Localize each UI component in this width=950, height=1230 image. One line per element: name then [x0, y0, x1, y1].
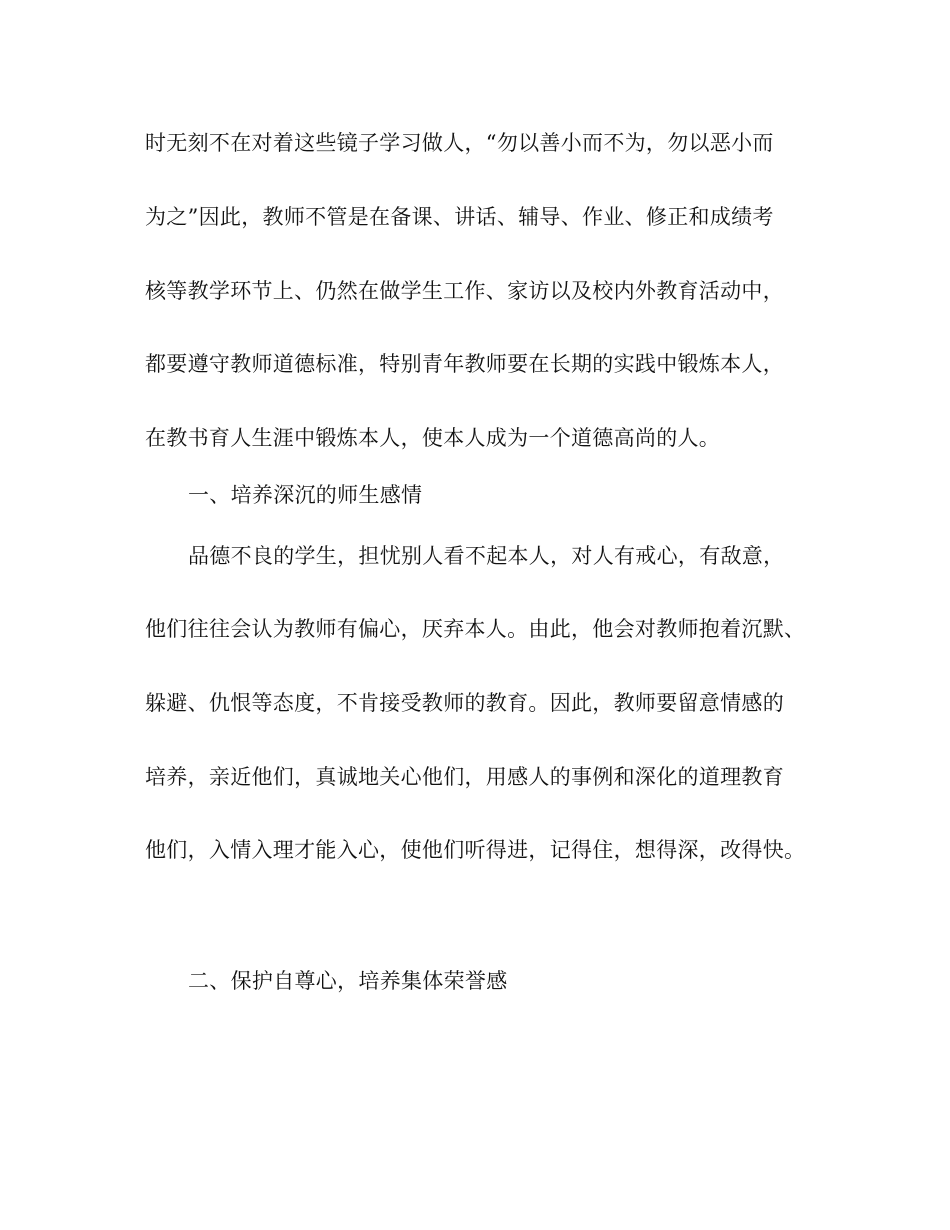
paragraph-line: 在教书育人生涯中锻炼本人，使本人成为一个道德高尚的人。 [145, 426, 721, 450]
paragraph-line: 培养，亲近他们，真诚地关心他们，用感人的事例和深化的道理教育 [145, 765, 784, 789]
paragraph-line: 为之”因此，教师不管是在备课、讲话、辅导、作业、修正和成绩考 [145, 205, 774, 229]
section-heading: 一、培养深沉的师生感情 [188, 483, 423, 507]
paragraph-line: 核等教学环节上、仍然在做学生工作、家访以及校内外教育活动中， [145, 279, 784, 303]
paragraph-line: 他们往往会认为教师有偏心，厌弃本人。由此，他会对教师抱着沉默、 [145, 617, 806, 641]
paragraph-line: 品德不良的学生，担忧别人看不起本人，对人有戒心，有敌意， [188, 544, 785, 568]
paragraph-line: 都要遵守教师道德标准，特别青年教师要在长期的实践中锻炼本人， [145, 352, 784, 376]
section-heading: 二、保护自尊心，培养集体荣誉感 [188, 969, 508, 993]
paragraph-line: 时无刻不在对着这些镜子学习做人，“勿以善小而不为，勿以恶小而 [145, 131, 774, 155]
paragraph-line: 他们，入情入理才能入心，使他们听得进，记得住，想得深，改得快。 [145, 838, 806, 862]
paragraph-line: 躲避、仇恨等态度，不肯接受教师的教育。因此，教师要留意情感的 [145, 691, 784, 715]
